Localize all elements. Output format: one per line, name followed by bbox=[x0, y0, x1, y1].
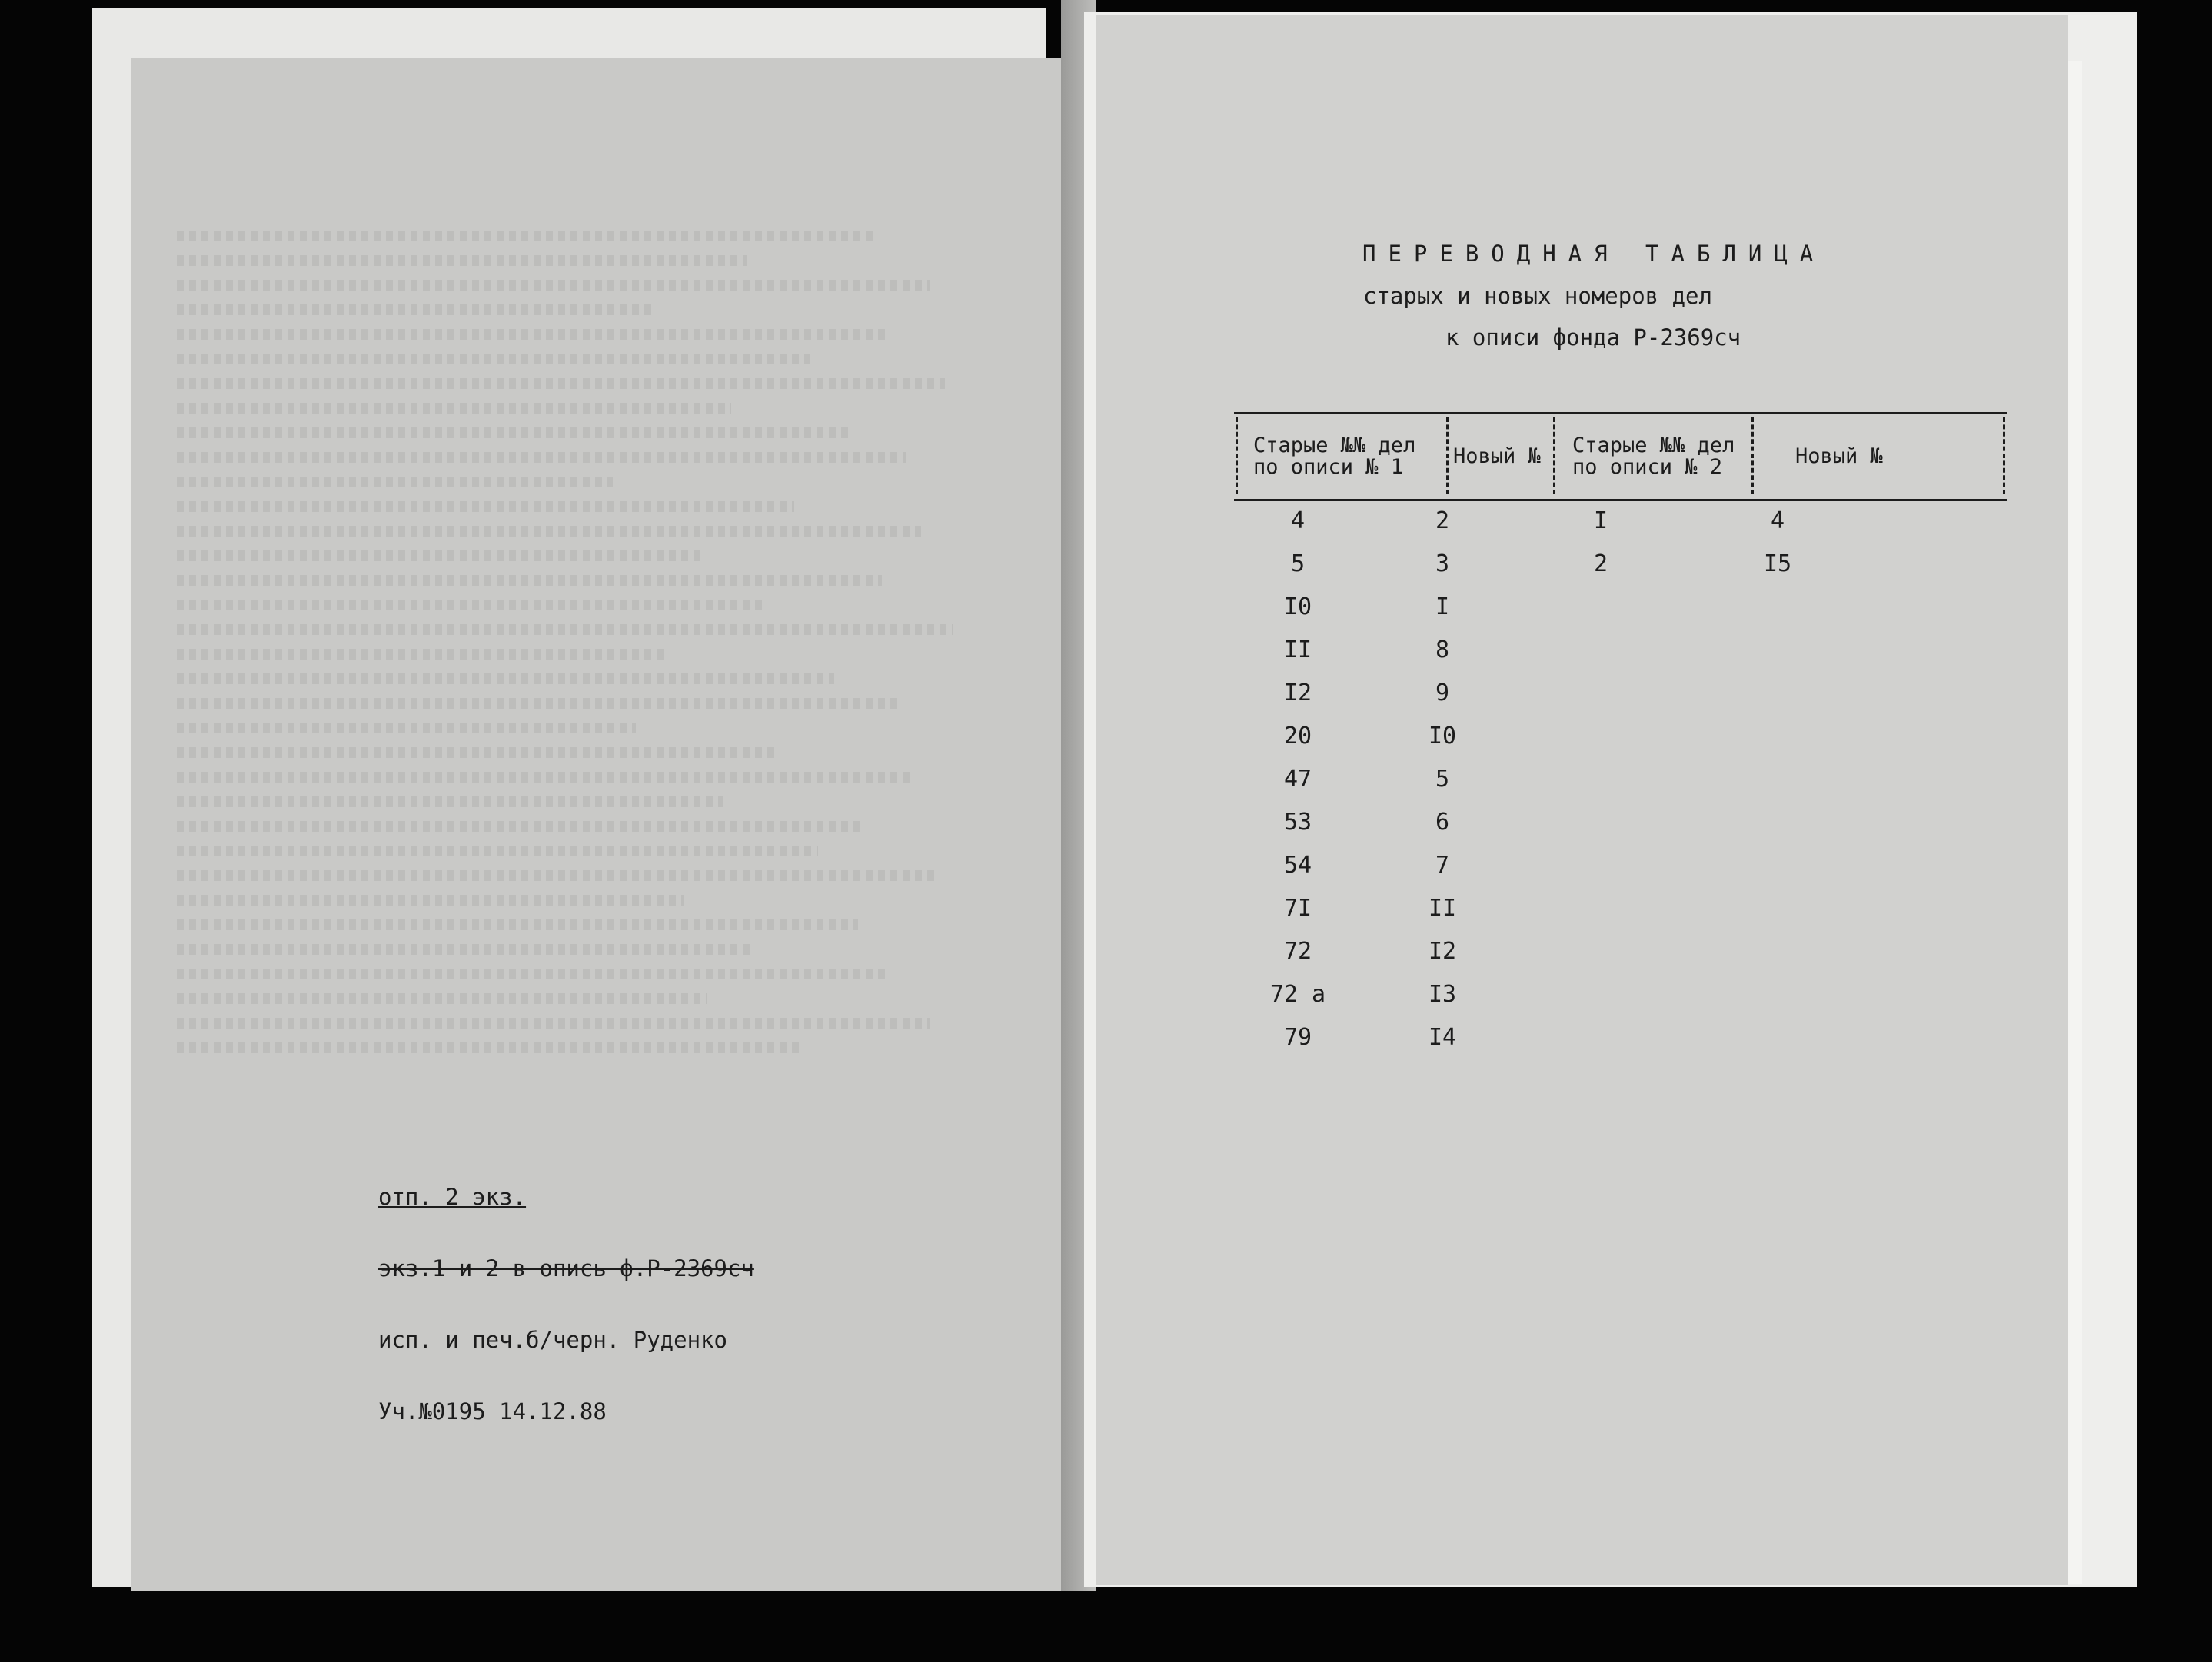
bleed-line bbox=[177, 624, 953, 635]
table-cell: 4 bbox=[1290, 507, 1306, 534]
table-cell: II bbox=[1428, 895, 1457, 922]
bleed-line bbox=[177, 403, 731, 414]
note-line: отп. 2 экз. bbox=[378, 1184, 527, 1210]
bleed-line bbox=[177, 427, 850, 438]
table-cell: 2 bbox=[1593, 550, 1608, 577]
note-line: Уч.№0195 14.12.88 bbox=[378, 1398, 607, 1424]
bleed-line bbox=[177, 354, 810, 364]
table-header bbox=[1234, 412, 2007, 501]
bleed-line bbox=[177, 772, 913, 783]
bleed-line bbox=[177, 231, 873, 241]
bleed-line bbox=[177, 575, 882, 586]
header-old-1: Старые №№ дел по описи № 1 bbox=[1253, 434, 1416, 479]
bleed-line bbox=[177, 550, 700, 561]
bleed-line bbox=[177, 329, 890, 340]
bleed-line bbox=[177, 846, 818, 856]
note-line: экз.1 и 2 в опись ф.Р-2369сч bbox=[378, 1255, 754, 1281]
column-divider bbox=[2003, 417, 2005, 494]
table-cell: 2 bbox=[1435, 507, 1450, 534]
bleed-line bbox=[177, 1018, 930, 1029]
table-cell: I2 bbox=[1283, 680, 1312, 706]
bleed-line bbox=[177, 698, 897, 709]
table-cell: 9 bbox=[1435, 680, 1450, 706]
table-cell: 5 bbox=[1290, 550, 1306, 577]
bleed-line bbox=[177, 895, 684, 906]
table-cell: II bbox=[1283, 637, 1312, 663]
page-subtitle: к описи фонда Р-2369сч bbox=[1445, 324, 1741, 351]
page-subtitle: старых и новых номеров дел bbox=[1363, 283, 1712, 309]
header-new-2: Новый № bbox=[1795, 444, 1883, 468]
table-cell: 3 bbox=[1435, 550, 1450, 577]
table-cell: 4 bbox=[1770, 507, 1785, 534]
table-cell: 47 bbox=[1283, 766, 1312, 793]
table-cell: 8 bbox=[1435, 637, 1450, 663]
table-cell: 72 а bbox=[1269, 981, 1326, 1008]
bleed-line bbox=[177, 1042, 803, 1053]
table-cell: 6 bbox=[1435, 809, 1450, 836]
bleed-line bbox=[177, 477, 613, 487]
bleed-line bbox=[177, 821, 866, 832]
table-cell: I bbox=[1593, 507, 1608, 534]
table-cell: I bbox=[1435, 593, 1450, 620]
header-new-1: Новый № bbox=[1453, 444, 1541, 468]
bleed-line bbox=[177, 526, 921, 537]
bleed-line bbox=[177, 673, 834, 684]
table-cell: 79 bbox=[1283, 1024, 1312, 1051]
bleed-line bbox=[177, 993, 707, 1004]
bleed-line bbox=[177, 452, 906, 463]
bleed-line bbox=[177, 796, 723, 807]
bleed-line bbox=[177, 255, 747, 266]
header-old-2: Старые №№ дел по описи № 2 bbox=[1572, 434, 1735, 479]
table-cell: I2 bbox=[1428, 938, 1457, 965]
table-cell: 53 bbox=[1283, 809, 1312, 836]
table-cell: 20 bbox=[1283, 723, 1312, 750]
table-cell: I0 bbox=[1283, 593, 1312, 620]
page-title: ПЕРЕВОДНАЯ ТАБЛИЦА bbox=[1362, 241, 1826, 267]
bleed-line bbox=[177, 378, 945, 389]
note-line: исп. и печ.б/черн. Руденко bbox=[378, 1327, 727, 1353]
table-cell: I4 bbox=[1428, 1024, 1457, 1051]
bleed-line bbox=[177, 649, 668, 660]
bleed-line bbox=[177, 747, 779, 758]
table-cell: I5 bbox=[1763, 550, 1792, 577]
table-cell: 5 bbox=[1435, 766, 1450, 793]
column-divider bbox=[1236, 417, 1238, 494]
bleed-line bbox=[177, 944, 755, 955]
column-divider bbox=[1751, 417, 1754, 494]
bleed-line bbox=[177, 501, 794, 512]
bleed-line bbox=[177, 600, 763, 610]
table-cell: 54 bbox=[1283, 852, 1312, 879]
table-cell: I3 bbox=[1428, 981, 1457, 1008]
typed-note bbox=[378, 1138, 840, 1448]
bleed-line bbox=[177, 919, 858, 930]
page-edge bbox=[2068, 61, 2082, 1584]
column-divider bbox=[1446, 417, 1449, 494]
bleed-line bbox=[177, 304, 652, 315]
bleed-line bbox=[177, 723, 636, 733]
bleed-line bbox=[177, 969, 890, 979]
table-cell: 72 bbox=[1283, 938, 1312, 965]
bleed-line bbox=[177, 870, 937, 881]
table-cell: 7 bbox=[1435, 852, 1450, 879]
bleed-line bbox=[177, 280, 930, 291]
column-divider bbox=[1553, 417, 1555, 494]
table-cell: 7I bbox=[1283, 895, 1312, 922]
table-cell: I0 bbox=[1428, 723, 1457, 750]
